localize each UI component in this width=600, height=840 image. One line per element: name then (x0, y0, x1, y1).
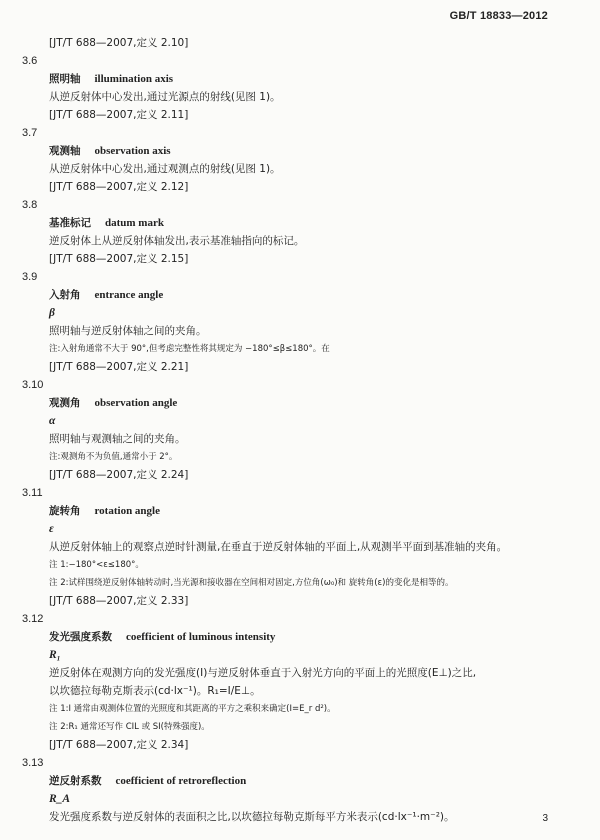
clause-number: 3.6 (22, 55, 38, 67)
definition-text: 照明轴与逆反射体轴之间的夹角。 (49, 325, 207, 337)
clause-number: 3.9 (22, 271, 38, 283)
source-reference: [JT/T 688—2007,定义 2.11] (49, 109, 189, 121)
clause-number: 3.11 (22, 487, 43, 499)
source-reference: [JT/T 688—2007,定义 2.10] (49, 37, 189, 49)
definition-text: 从逆反射体中心发出,通过观测点的射线(见图 1)。 (49, 163, 281, 175)
definition-text: 照明轴与观测轴之间的夹角。 (49, 433, 186, 445)
term-en: rotation angle (94, 505, 160, 517)
note-line: 注 1:−180°<ε≤180°。 (49, 560, 144, 570)
term-heading (22, 286, 562, 304)
note-line: 注 2:R₁ 通常还写作 CIL 或 SI(特殊强度)。 (49, 722, 210, 732)
term-heading (22, 772, 562, 790)
term-symbol: R_A (49, 793, 71, 805)
term-zh: 观测轴 (49, 145, 81, 157)
term-zh: 逆反射系数 (49, 775, 102, 787)
source-reference: [JT/T 688—2007,定义 2.33] (49, 595, 189, 607)
clause-number: 3.7 (22, 127, 38, 139)
clause-number: 3.12 (22, 613, 44, 625)
definition-text: 以坎德拉每勒克斯表示(cd·lx⁻¹)。R₁=I/E⊥。 (49, 685, 261, 697)
term-symbol: α (49, 415, 56, 427)
definition-text: 从逆反射体中心发出,通过光源点的射线(见图 1)。 (49, 91, 281, 103)
term-en: coefficient of retroreflection (115, 775, 247, 787)
clause-number: 3.13 (22, 757, 44, 769)
term-zh: 照明轴 (49, 73, 81, 85)
term-heading (22, 70, 562, 88)
source-reference: [JT/T 688—2007,定义 2.24] (49, 469, 189, 481)
term-heading (22, 628, 562, 646)
term-symbol: R₁ (49, 649, 61, 661)
term-en: observation angle (94, 397, 178, 409)
note-line: 注:入射角通常不大于 90°,但考虑完整性将其规定为 −180°≤β≤180°。在 (49, 344, 330, 354)
term-zh: 观测角 (49, 397, 81, 409)
source-reference: [JT/T 688—2007,定义 2.34] (49, 739, 189, 751)
term-zh: 旋转角 (49, 505, 81, 517)
definition-text: 从逆反射体轴上的观察点逆时针测量,在垂直于逆反射体轴的平面上,从观测半平面到基准轴的夹角。 (49, 541, 508, 553)
term-zh: 入射角 (49, 289, 81, 301)
page-number: 3 (542, 813, 548, 824)
term-en: observation axis (94, 145, 171, 157)
definition-text: 逆反射体上从逆反射体轴发出,表示基准轴指向的标记。 (49, 235, 305, 247)
note-line: 注 2:试样围绕逆反射体轴转动时,当光源和接收器在空间相对固定,方位角(ω₀)和 旋转角(ε)的变化是相等的。 (49, 578, 454, 588)
note-line: 注:观测角不为负值,通常小于 2°。 (49, 452, 178, 462)
term-symbol: ε (49, 523, 54, 535)
term-en: illumination axis (94, 73, 174, 85)
term-en: entrance angle (94, 289, 164, 301)
term-symbol: β (49, 307, 55, 319)
standard-code: GB/T 18833—2012 (449, 10, 548, 22)
term-heading (22, 502, 562, 520)
term-heading (22, 214, 562, 232)
term-en: datum mark (105, 217, 164, 229)
definition-text: 发光强度系数与逆反射体的表面积之比,以坎德拉每勒克斯每平方米表示(cd·lx⁻¹·m⁻²)。 (49, 811, 455, 823)
clause-number: 3.8 (22, 199, 38, 211)
term-zh: 发光强度系数 (49, 631, 112, 643)
document-body (22, 34, 562, 826)
source-reference: [JT/T 688—2007,定义 2.12] (49, 181, 189, 193)
clause-number: 3.10 (22, 379, 44, 391)
source-reference: [JT/T 688—2007,定义 2.15] (49, 253, 189, 265)
term-en: coefficient of luminous intensity (126, 631, 276, 643)
note-line: 注 1:I 通常由观测体位置的光照度和其距离的平方之乘积来确定(I=E_r d²)。 (49, 704, 336, 714)
term-zh: 基准标记 (49, 217, 91, 229)
source-reference: [JT/T 688—2007,定义 2.21] (49, 361, 189, 373)
term-heading (22, 394, 562, 412)
term-heading (22, 142, 562, 160)
definition-text: 逆反射体在观测方向的发光强度(I)与逆反射体垂直于入射光方向的平面上的光照度(E⊥)之比, (49, 667, 477, 679)
